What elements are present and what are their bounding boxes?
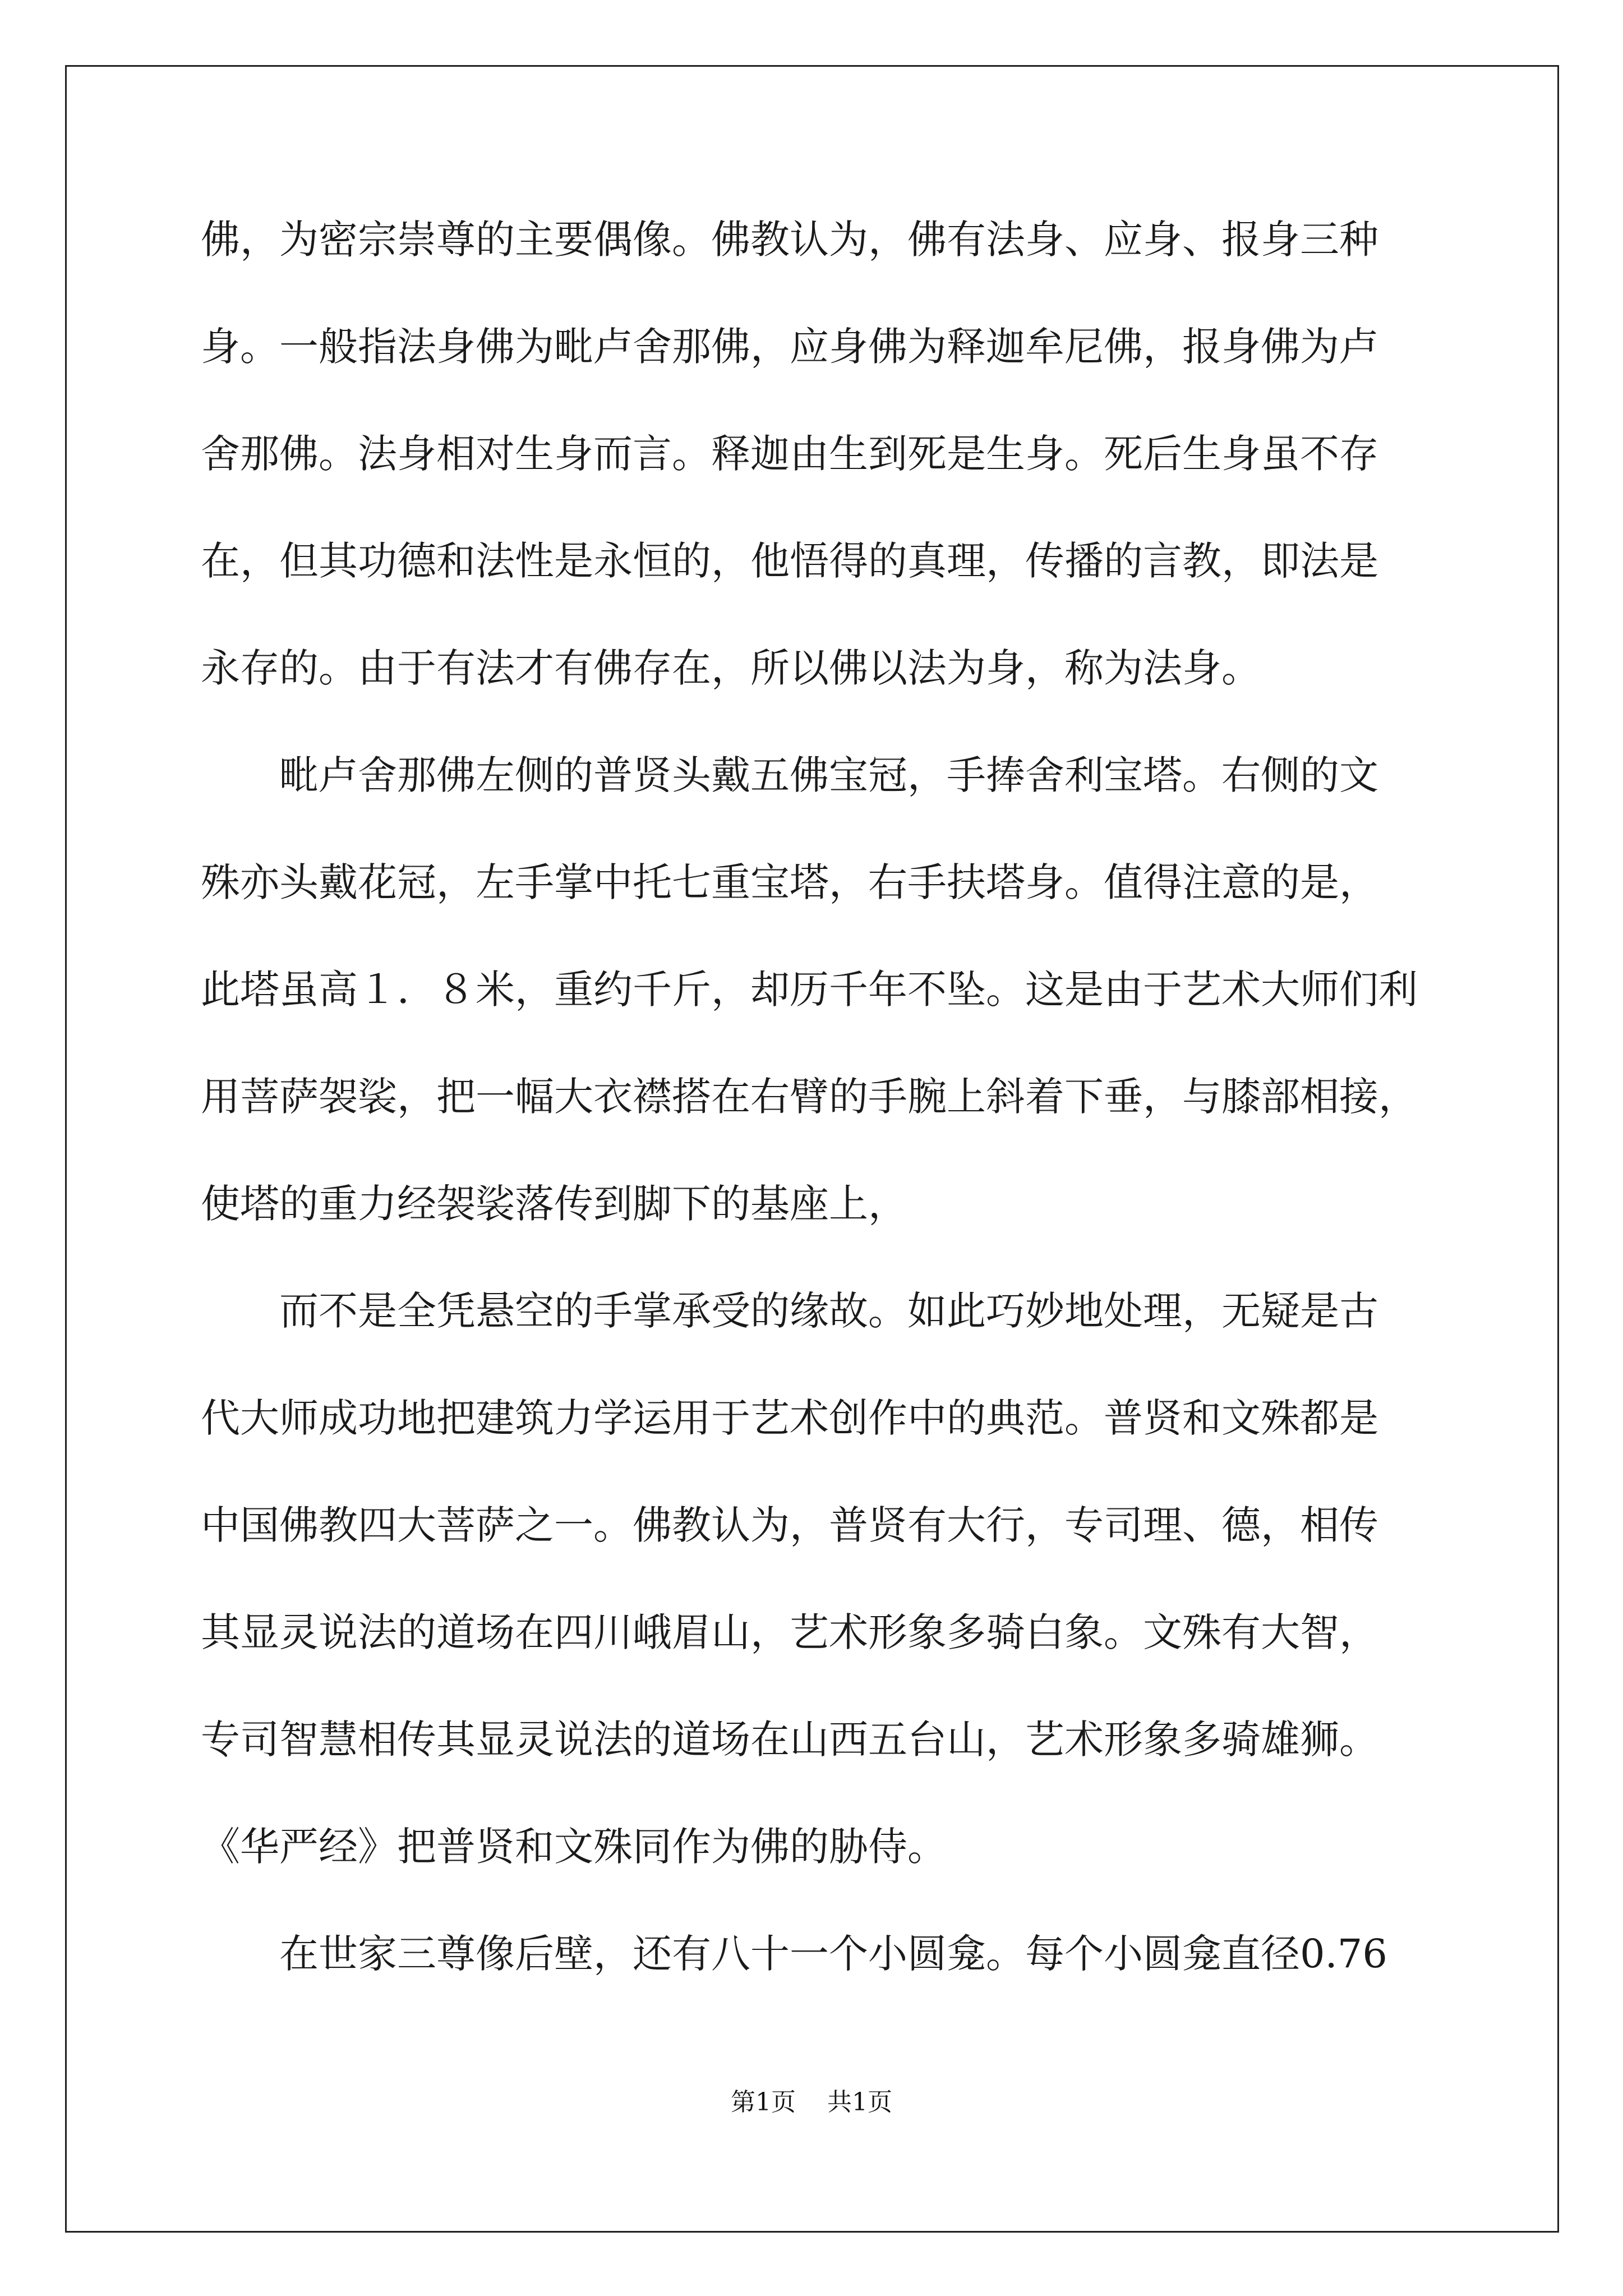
text-line: 其显灵说法的道场在四川峨眉山，艺术形象多骑白象。文殊有大智， <box>201 1609 1378 1655</box>
total-pages: 共1页 <box>827 2088 892 2116</box>
text-line: 身。一般指法身佛为毗卢舍那佛，应身佛为释迦牟尼佛，报身佛为卢 <box>201 324 1378 370</box>
text-line: 而不是全凭悬空的手掌承受的缘故。如此巧妙地处理，无疑是古 <box>201 1288 1378 1334</box>
text-line: 在，但其功德和法性是永恒的，他悟得的真理，传播的言教，即法是 <box>201 538 1378 584</box>
text-line: 中国佛教四大菩萨之一。佛教认为，普贤有大行，专司理、德，相传 <box>201 1502 1378 1548</box>
text-line: 在世家三尊像后壁，还有八十一个小圆龛。每个小圆龛直径0.76 <box>201 1931 1387 1977</box>
text-line: 使塔的重力经袈裟落传到脚下的基座上， <box>201 1181 907 1227</box>
text-line: 殊亦头戴花冠，左手掌中托七重宝塔，右手扶塔身。值得注意的是， <box>201 859 1378 905</box>
page-footer <box>0 2086 1623 2119</box>
text-line: 用菩萨袈裟，把一幅大衣襟搭在右臂的手腕上斜着下垂，与膝部相接， <box>201 1074 1418 1120</box>
text-line: 代大师成功地把建筑力学运用于艺术创作中的典范。普贤和文殊都是 <box>201 1395 1378 1441</box>
text-line: 此塔虽高１．８米，重约千斤，却历千年不坠。这是由于艺术大师们利 <box>201 967 1418 1013</box>
text-line: 舍那佛。法身相对生身而言。释迦由生到死是生身。死后生身虽不存 <box>201 431 1378 477</box>
document-body <box>201 209 1463 2030</box>
text-line: 《华严经》把普贤和文殊同作为佛的胁侍。 <box>201 1824 947 1870</box>
text-line: 佛，为密宗崇尊的主要偶像。佛教认为，佛有法身、应身、报身三种 <box>201 217 1378 263</box>
text-line: 毗卢舍那佛左侧的普贤头戴五佛宝冠，手捧舍利宝塔。右侧的文 <box>201 752 1378 798</box>
page-number: 第1页 <box>731 2088 796 2116</box>
text-line: 专司智慧相传其显灵说法的道场在山西五台山，艺术形象多骑雄狮。 <box>201 1717 1378 1763</box>
text-line: 永存的。由于有法才有佛存在，所以佛以法为身，称为法身。 <box>201 645 1261 691</box>
